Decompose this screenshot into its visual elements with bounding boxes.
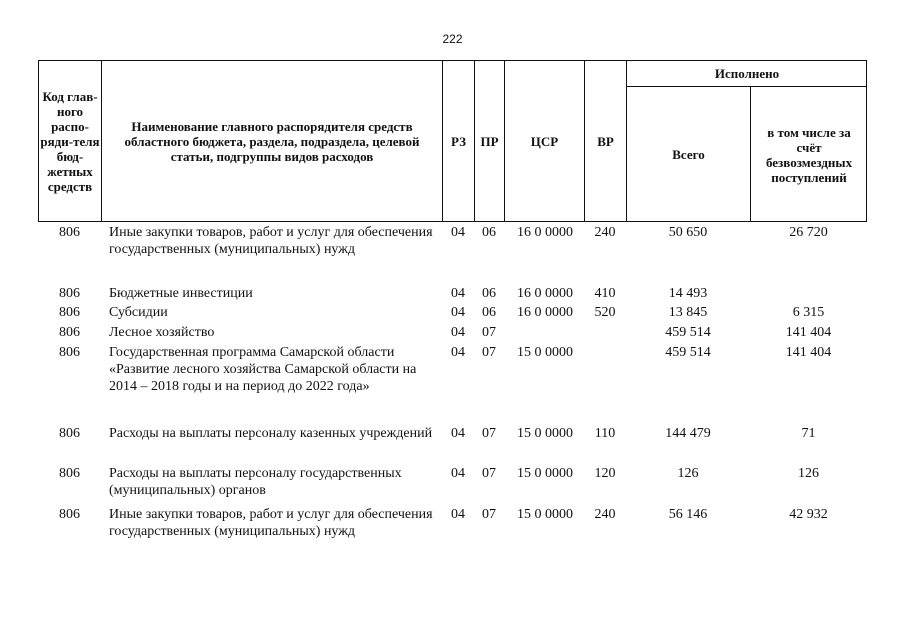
cell-rz: 04 [451, 345, 465, 360]
cell-total: 144 479 [665, 426, 711, 441]
cell-csr: 15 0 0000 [517, 345, 573, 360]
cell-name: Расходы на выплаты персоналу государственных (муниципальных) органов [109, 466, 402, 498]
cell-vr: 110 [594, 426, 616, 441]
cell-total: 50 650 [668, 225, 708, 240]
table-header [38, 60, 867, 222]
cell-pr: 07 [482, 325, 496, 340]
cell-pr: 07 [482, 466, 496, 481]
header-pr: ПР [474, 60, 504, 222]
cell-pr: 07 [482, 426, 496, 441]
cell-code: 806 [59, 305, 80, 320]
cell-free: 141 404 [785, 345, 832, 360]
cell-vr: 120 [594, 466, 616, 481]
header-total: Всего [626, 86, 750, 222]
cell-rz: 04 [451, 286, 465, 301]
cell-code: 806 [59, 286, 80, 301]
header-rz: РЗ [442, 60, 474, 222]
cell-total: 126 [677, 466, 699, 481]
cell-name: Иные закупки товаров, работ и услуг для обеспечения государственных (муниципальных) нужд [109, 507, 433, 539]
cell-name: Бюджетные инвестиции [109, 286, 253, 301]
cell-vr: 240 [594, 225, 616, 240]
cell-rz: 04 [451, 325, 465, 340]
header-name: Наименование главного распорядителя средств областного бюджета, раздела, подраздела, целевой статьи, подгруппы видов расходов [101, 60, 442, 222]
page-number: 222 [442, 32, 463, 46]
cell-pr: 06 [482, 225, 496, 240]
cell-free: 42 932 [789, 507, 828, 522]
cell-code: 806 [59, 507, 80, 522]
cell-name: Лесное хозяйство [109, 325, 215, 340]
cell-name: Государственная программа Самарской области «Развитие лесного хозяйства Самарской области на 2014 – 2018 годы и на период до 2022 года» [109, 345, 417, 394]
cell-csr: 15 0 0000 [517, 426, 573, 441]
cell-vr: 240 [594, 507, 616, 522]
cell-name: Расходы на выплаты персоналу казенных учреждений [109, 426, 433, 441]
cell-pr: 07 [482, 345, 496, 360]
cell-csr: 16 0 0000 [517, 305, 573, 320]
cell-total: 459 514 [665, 325, 711, 340]
header-vr: ВР [584, 60, 626, 222]
cell-rz: 04 [451, 225, 465, 240]
cell-csr: 15 0 0000 [517, 507, 573, 522]
cell-code: 806 [59, 426, 80, 441]
cell-rz: 04 [451, 507, 465, 522]
cell-free: 141 404 [785, 325, 832, 340]
cell-code: 806 [59, 225, 80, 240]
cell-pr: 07 [482, 507, 496, 522]
header-csr: ЦСР [504, 60, 584, 222]
cell-code: 806 [59, 345, 80, 360]
cell-free: 71 [801, 426, 816, 441]
cell-total: 56 146 [668, 507, 708, 522]
cell-csr: 16 0 0000 [517, 286, 573, 301]
header-free: в том числе за счёт безвозмездных поступлений [750, 86, 867, 222]
cell-rz: 04 [451, 426, 465, 441]
cell-code: 806 [59, 466, 80, 481]
cell-free: 26 720 [789, 225, 828, 240]
cell-vr: 520 [594, 305, 616, 320]
cell-total: 14 493 [668, 286, 708, 301]
cell-name: Субсидии [109, 305, 168, 320]
header-code: Код глав-ного распо-ряди-теля бюд-жетных средств [38, 60, 101, 222]
cell-rz: 04 [451, 305, 465, 320]
header-executed: Исполнено [626, 60, 867, 86]
cell-pr: 06 [482, 286, 496, 301]
cell-rz: 04 [451, 466, 465, 481]
cell-free: 6 315 [792, 305, 825, 320]
cell-csr: 16 0 0000 [517, 225, 573, 240]
cell-total: 13 845 [668, 305, 708, 320]
cell-name: Иные закупки товаров, работ и услуг для обеспечения государственных (муниципальных) нужд [109, 225, 433, 257]
cell-csr: 15 0 0000 [517, 466, 573, 481]
cell-vr: 410 [594, 286, 616, 301]
cell-total: 459 514 [665, 345, 711, 360]
cell-free: 126 [798, 466, 819, 481]
cell-code: 806 [59, 325, 80, 340]
cell-pr: 06 [482, 305, 496, 320]
